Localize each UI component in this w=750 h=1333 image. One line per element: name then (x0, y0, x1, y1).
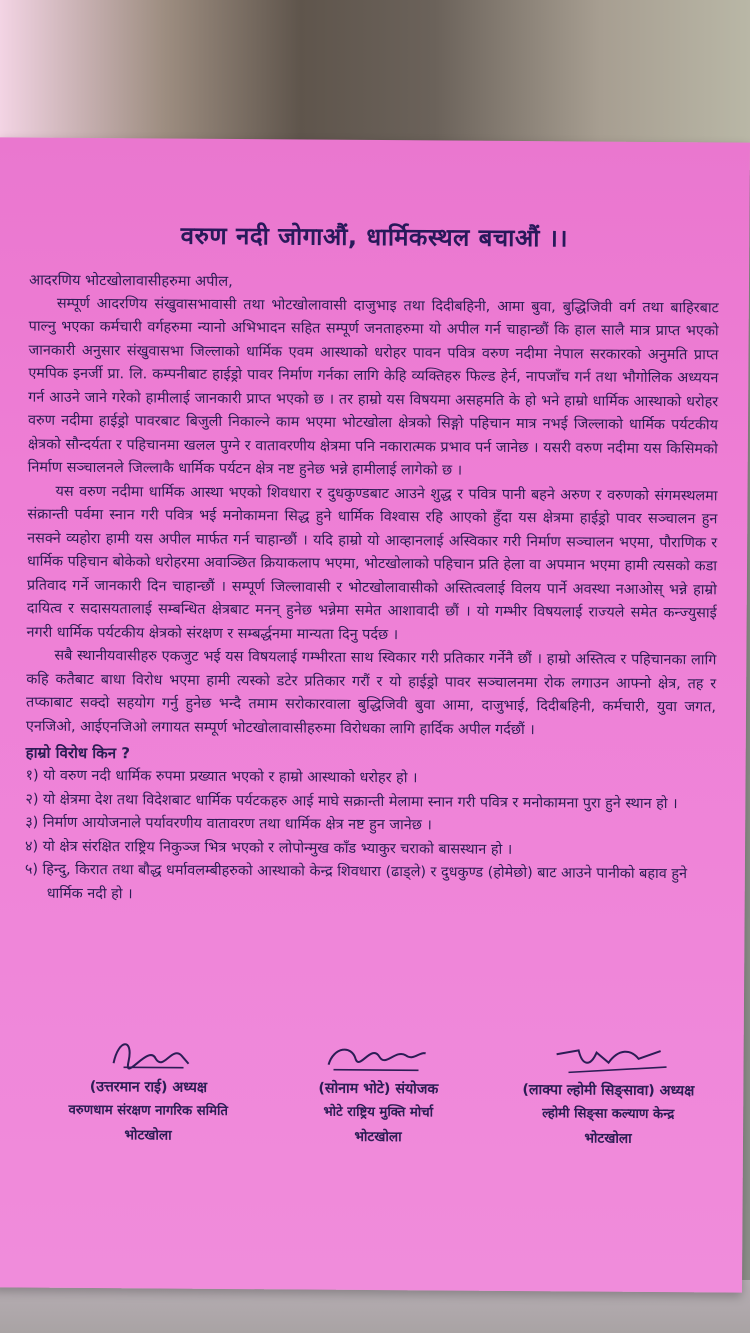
why-heading: हाम्रो विरोध किन ? (25, 743, 131, 763)
signature-mark-icon (93, 1033, 203, 1076)
signature-block (33, 1033, 724, 1152)
signatory-2 (263, 1034, 494, 1150)
document-title: वरुण नदी जोगाऔं, धार्मिकस्थल बचाऔं ।। (180, 221, 569, 253)
signatory-name: (उत्तरमान राई) अध्यक्ष (89, 1079, 208, 1096)
document-body (25, 218, 720, 911)
list-item: ५) हिन्दु, किरात तथा बौद्ध धर्मावलम्बीहरुको आस्थाको केन्द्र शिवधारा (ढाड्ले) र दुधकुण्ड (होमेछो) बाट आउने पानीको बहाव हुने धार्मिक नदी हो । (24, 861, 688, 902)
signatory-org: वरुणधाम संरक्षण नागरिक समिति (68, 1102, 229, 1119)
list-item: १) यो वरुण नदी धार्मिक रुपमा प्रख्यात भएको र हाम्रो आस्थाको धरोहर हो । (25, 767, 418, 787)
signature-mark-icon (313, 1035, 443, 1078)
signatory-3 (493, 1036, 724, 1152)
pink-appeal-sheet (0, 137, 750, 1292)
paragraph-3: सबै स्थानीयवासीहरु एकजुट भई यस विषयलाई गम्भीरता साथ स्विकार गरी प्रतिकार गर्नेनै छौं । हाम्रो अस्तित्व र पहिचानका लागि कहि कतैबाट बाधा विरोध भएमा हामी त्यस्को डटेर प्रतिकार गरौं र यो हाईड्रो पावर सञ्चालनमा रोक लगाउन आफ्नो क्षेत्र, तह र तप्काबाट सक्दो सहयोग गर्नु हुनेछ भन्दै तमाम सरोकारवाला बुद्धिजिवी बुवा आमा, दाजुभाई, दिदीबहिनी, कर्मचारी, युवा जगत, एनजिओ, आईएनजिओ लगायत सम्पूर्ण भोटखोलावासीहरुमा विरोधका लागि हार्दिक अपील गर्दछौं । (25, 647, 717, 738)
signatory-org: भोटे राष्ट्रिय मुक्ति मोर्चा (323, 1104, 434, 1121)
signatory-place: भोटखोला (124, 1127, 172, 1144)
greeting-line: आदरणिय भोटखोलावासीहरुमा अपील, (28, 271, 233, 291)
paragraph-1: सम्पूर्ण आदरणिय संखुवासभावासी तथा भोटखोलावासी दाजुभाइ तथा दिदीबहिनी, आमा बुवा, बुद्धिजिवी वर्ग तथा बाहिरबाट पाल्नु भएका कर्मचारी वर्गहरुमा न्यानो अभिभादन सहित सम्पूर्ण जनताहरुमा यो अपील गर्न चाहान्छौं कि हाल सालै मात्र प्राप्त भएको जानकारी अनुसार संखुवासभा जिल्लाको धार्मिक एवम आस्थाको धरोहर पावन पवित्र वरुण नदीमा नेपाल सरकारको अनुमति प्राप्त एमपिक इनर्जी प्रा. लि. कम्पनीबाट हाईड्रो पावर निर्माण गर्नका लागि केहि व्यक्तिहरु फिल्ड हेर्न, नापजाँच गर्न तथा भौगोलिक अध्ययन गर्न आउने जाने गरेको हामीलाई जानकारी प्राप्त भएको छ । तर हाम्रो यस विषयमा असहमति के हो भने हाम्रो धार्मिक आस्थाको धरोहर वरुण नदीमा हाईड्रो पावरबाट बिजुली निकाल्ने काम भएमा भोटखोला क्षेत्रको सिङ्गो पहिचान मात्र नभई जिल्लाको धार्मिक पर्यटकीय क्षेत्रको सौन्दर्यता र पहिचानमा खलल पुग्ने र वातावरणीय क्षेत्रमा पनि नकारात्मक प्रभाव पर्न जानेछ । यसरी वरुण नदीमा यस किसिमको निर्माण सञ्चालनले जिल्लाकै धार्मिक पर्यटन क्षेत्र नष्ट हुनेछ भन्ने हामीलाई लागेको छ । (27, 295, 719, 479)
signatory-name: (सोनाम भोटे) संयोजक (318, 1080, 439, 1098)
signatory-name: (लाक्पा ल्होमी सिङ्सावा) अध्यक्ष (522, 1082, 695, 1100)
signatory-org: ल्होमी सिङ्सा कल्याण केन्द्र (542, 1106, 675, 1123)
signatory-place: भोटखोला (584, 1130, 632, 1147)
paragraph-2: यस वरुण नदीमा धार्मिक आस्था भएको शिवधारा र दुधकुण्डबाट आउने शुद्ध र पवित्र पानी बहने अरुण र वरुणको संगमस्थलमा संक्रान्ती पर्वमा स्नान गरी पवित्र भई मनोकामना सिद्ध हुने धार्मिक विश्वास रहि आएको हुँदा यस क्षेत्रमा हाईड्रो पावर सञ्चालन हुन नसक्ने व्यहोरा हामी यस अपील मार्फत गर्न चाहान्छौं । यदि हाम्रो यो आव्हानलाई अस्विकार गरी निर्माण सञ्चालन भएमा, पौराणिक र धार्मिक पहिचान बोकेको धरोहरमा अवाञ्छित क्रियाकलाप भएमा, भोटखोलाको पहिचान प्रति हेला वा अपमान भएमा हामी त्यसको कडा प्रतिवाद गर्ने जानकारी दिन चाहान्छौं । सम्पूर्ण जिल्लावासी र भोटखोलावासीको अस्तित्वलाई विलय पार्ने अवस्था नआओस् भन्ने हाम्रो दायित्व र सदासयतालाई सम्बन्धित क्षेत्रबाट मनन् हुनेछ भन्नेमा समेत आशावादी छौं । यो गम्भीर विषयलाई राज्यले समेत कन्ज्युसाई नगरी धार्मिक पर्यटकीय क्षेत्रको संरक्षण र सम्बर्द्धनमा मान्यता दिनु पर्दछ । (26, 483, 718, 643)
signatory-1 (33, 1033, 264, 1149)
list-item: २) यो क्षेत्रमा देश तथा विदेशबाट धार्मिक पर्यटकहरु आई माघे सक्रान्ती मेलामा स्नान गरी पवित्र र मनोकामना पुरा हुने स्थान हो । (25, 791, 678, 812)
list-item: ४) यो क्षेत्र संरक्षित राष्ट्रिय निकुञ्ज भित्र भएको र लोपोन्मुख काँड भ्याकुर चराको बासस्थान हो । (25, 838, 513, 858)
signatory-place: भोटखोला (354, 1128, 402, 1146)
signature-mark-icon (538, 1036, 678, 1079)
reasons-list (25, 765, 716, 911)
list-item: ३) निर्माण आयोजनाले पर्यावरणीय वातावरण तथा धार्मिक क्षेत्र नष्ट हुन जानेछ । (25, 814, 432, 834)
